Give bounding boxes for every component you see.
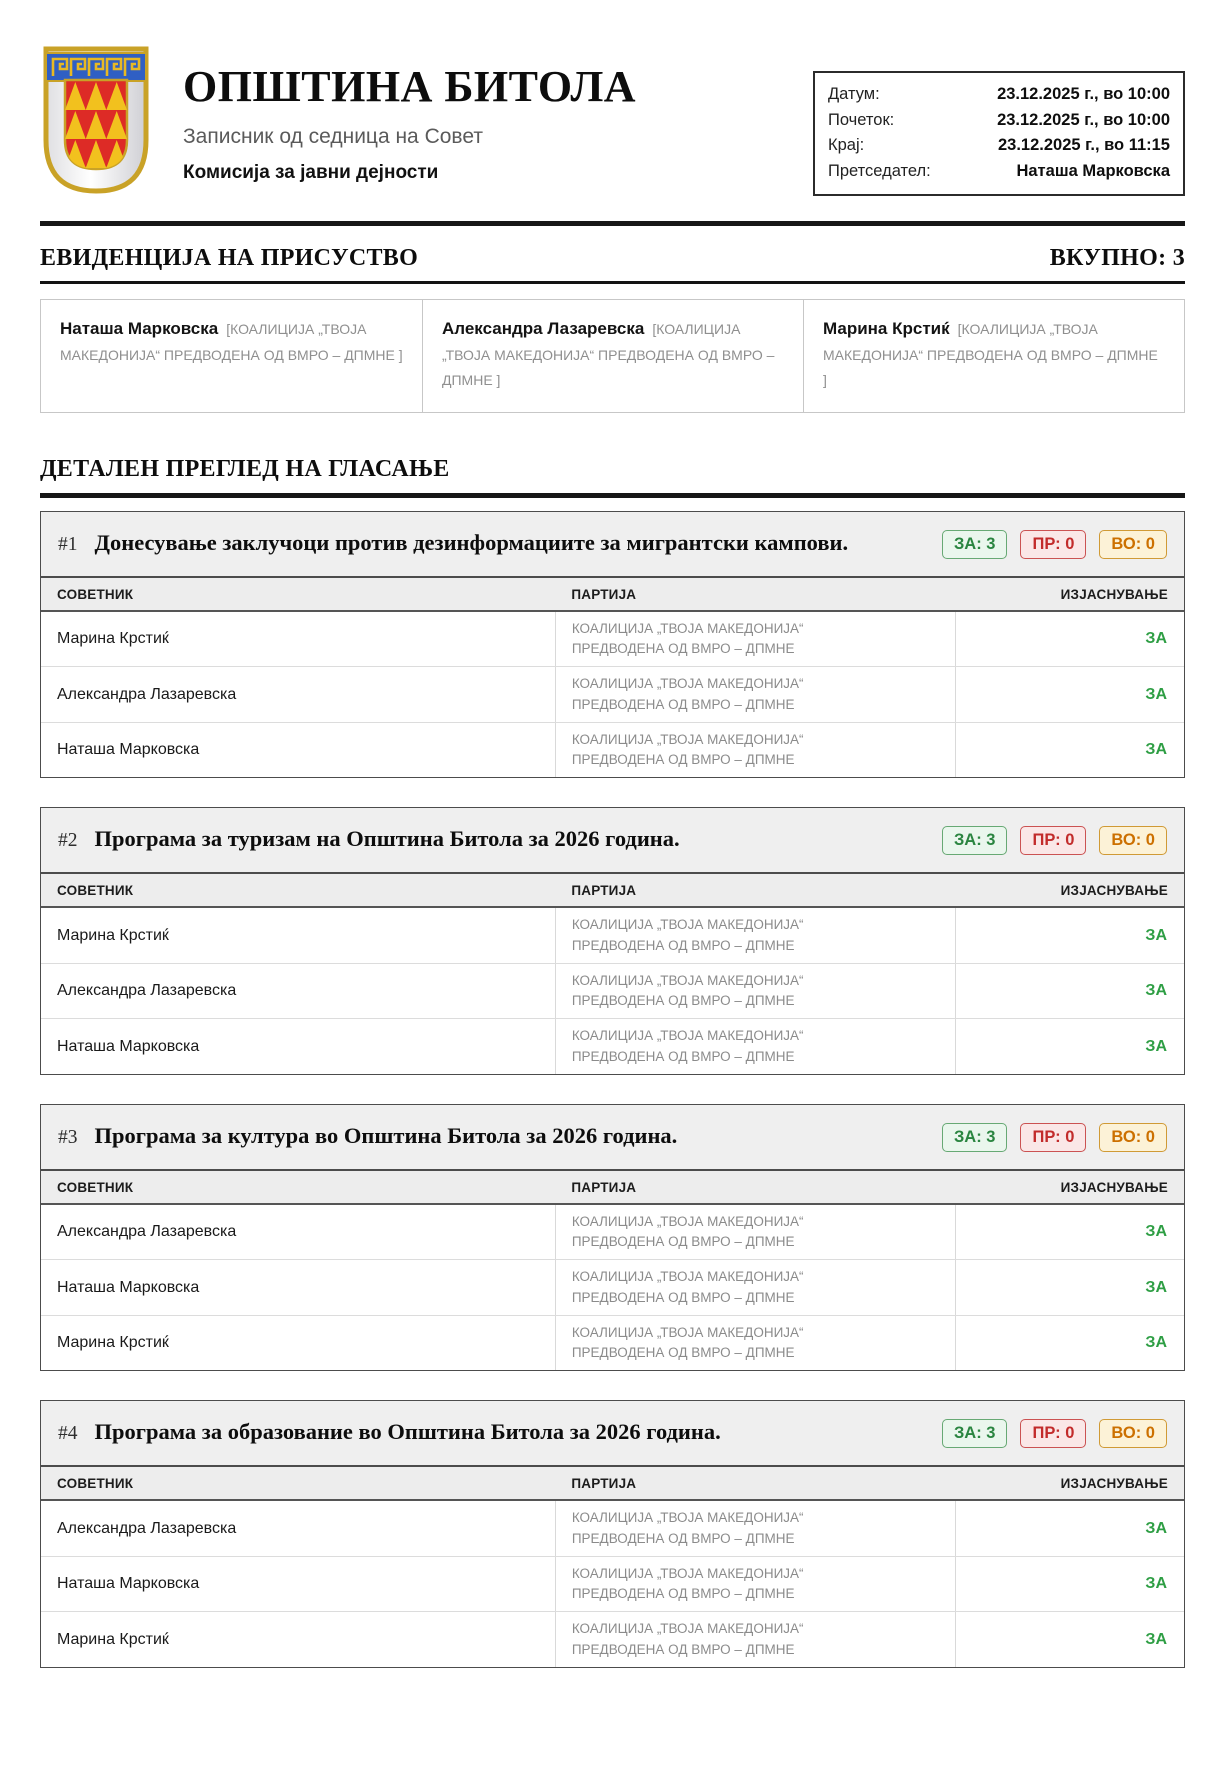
vote-item-header [41,512,1184,578]
attendance-total: ВКУПНО: 3 [1049,245,1185,271]
vote-table [41,1467,1184,1667]
party-cell [555,1556,955,1612]
attendance-grid [40,299,1185,413]
vote-cell: ЗА [955,907,1184,963]
page-subtitle: Записник од седница на Совет [183,125,483,148]
councillor-cell: Александра Лазаревска [41,1204,555,1260]
table-row [41,1315,1184,1370]
badge-vo: ВО: 0 [1099,826,1167,855]
header-titles [183,45,636,184]
table-row [41,667,1184,723]
badge-pr: ПР: 0 [1020,1123,1086,1152]
table-row [41,1500,1184,1556]
column-header-councillor: СОВЕТНИК [41,1171,555,1204]
member-affiliation: [КОАЛИЦИЈА „ТВОЈА МАКЕДОНИЈА“ ПРЕДВОДЕНА ОД ВМРО – ДПМНЕ ] [442,321,775,389]
party-cell [555,1612,955,1667]
vote-badges [942,1416,1167,1448]
party-cell [555,963,955,1019]
vote-table [41,874,1184,1074]
table-row [41,1204,1184,1260]
vote-badges [942,527,1167,559]
member-affiliation: [КОАЛИЦИЈА „ТВОЈА МАКЕДОНИЈА“ ПРЕДВОДЕНА ОД ВМРО – ДПМНЕ ] [823,321,1158,389]
vote-cell: ЗА [955,1260,1184,1316]
document-header [40,45,1185,200]
attendance-cell [422,300,803,412]
table-row [41,1260,1184,1316]
party-text: КОАЛИЦИЈА „ТВОЈА МАКЕДОНИЈА“ ПРЕДВОДЕНА ОД ВМРО – ДПМНЕ [571,1213,804,1250]
column-header-vote: ИЗЈАСНУВАЊЕ [955,1467,1184,1500]
vote-cell: ЗА [955,1612,1184,1667]
vote-item-title-wrap [58,527,942,559]
party-text: КОАЛИЦИЈА „ТВОЈА МАКЕДОНИЈА“ ПРЕДВОДЕНА ОД ВМРО – ДПМНЕ [571,1565,804,1602]
party-cell [555,1500,955,1556]
party-text: КОАЛИЦИЈА „ТВОЈА МАКЕДОНИЈА“ ПРЕДВОДЕНА ОД ВМРО – ДПМНЕ [571,1028,804,1064]
badge-pr: ПР: 0 [1020,1419,1086,1448]
party-cell [555,907,955,963]
column-header-party: ПАРТИЈА [555,1467,955,1500]
councillor-cell: Александра Лазаревска [41,667,555,723]
vote-cell: ЗА [955,611,1184,667]
column-header-party: ПАРТИЈА [555,578,955,611]
vote-badges [942,1120,1167,1152]
member-name: Александра Лазаревска [442,319,645,338]
vote-table-header-row [41,874,1184,907]
councillor-cell: Марина Крстиќ [57,1630,169,1648]
item-number: #3 [58,1126,78,1148]
badge-pr: ПР: 0 [1020,826,1086,855]
badge-za: ЗА: 3 [942,530,1008,559]
item-title: Програма за туризам на Општина Битола за 2026 година. [94,826,680,852]
info-value: Наташа Марковска [1016,161,1170,180]
vote-badges [942,823,1167,855]
item-title: Програма за образование во Општина Битола за 2026 година. [94,1419,721,1445]
badge-za: ЗА: 3 [942,1419,1008,1448]
badge-pr: ПР: 0 [1020,530,1086,559]
vote-cell: ЗА [955,963,1184,1019]
attendance-heading-underline [40,281,1185,284]
party-text: КОАЛИЦИЈА „ТВОЈА МАКЕДОНИЈА“ ПРЕДВОДЕНА ОД ВМРО – ДПМНЕ [571,1324,804,1361]
voting-heading-underline [40,493,1185,498]
vote-cell: ЗА [955,667,1184,723]
councillor-cell: Александра Лазаревска [41,1500,555,1556]
info-row-end [828,133,1170,159]
party-cell [555,722,955,777]
column-header-vote: ИЗЈАСНУВАЊЕ [955,874,1184,907]
councillor-cell: Наташа Марковска [41,1556,555,1612]
party-text: КОАЛИЦИЈА „ТВОЈА МАКЕДОНИЈА“ ПРЕДВОДЕНА ОД ВМРО – ДПМНЕ [571,1621,804,1657]
party-cell [555,1260,955,1316]
councillor-cell: Наташа Марковска [41,1260,555,1316]
councillor-cell: Марина Крстиќ [41,907,555,963]
table-row [41,1556,1184,1612]
attendance-cell [803,300,1184,412]
vote-cell: ЗА [955,722,1184,777]
attendance-cell [41,300,422,412]
column-header-vote: ИЗЈАСНУВАЊЕ [955,1171,1184,1204]
info-row-chairperson [828,159,1170,185]
vote-table-header-row [41,578,1184,611]
vote-item-title-wrap [58,823,942,855]
info-label: Датум: [828,85,880,103]
info-value: 23.12.2025 г., во 10:00 [997,110,1170,129]
info-row-start [828,108,1170,134]
party-cell [555,1315,955,1370]
party-cell [555,1019,955,1074]
table-row [41,1612,1184,1667]
column-header-councillor: СОВЕТНИК [41,874,555,907]
councillor-cell: Наташа Марковска [57,741,200,759]
party-text: КОАЛИЦИЈА „ТВОЈА МАКЕДОНИЈА“ ПРЕДВОДЕНА ОД ВМРО – ДПМНЕ [571,676,804,712]
info-label: Почеток: [828,110,895,129]
party-text: КОАЛИЦИЈА „ТВОЈА МАКЕДОНИЈА“ ПРЕДВОДЕНА ОД ВМРО – ДПМНЕ [571,917,804,953]
item-number: #4 [58,1423,78,1445]
councillor-cell: Александра Лазаревска [41,963,555,1019]
party-text: КОАЛИЦИЈА „ТВОЈА МАКЕДОНИЈА“ ПРЕДВОДЕНА ОД ВМРО – ДПМНЕ [571,620,804,657]
badge-vo: ВО: 0 [1099,1419,1167,1448]
attendance-heading: ЕВИДЕНЦИЈА НА ПРИСУСТВО [40,245,419,271]
vote-item [40,1400,1185,1668]
councillor-cell: Марина Крстиќ [41,611,555,667]
vote-cell: ЗА [955,1019,1184,1074]
vote-item-title-wrap [58,1416,942,1448]
item-title: Донесување заклучоци против дезинформациите за мигрантски кампови. [94,529,849,555]
vote-item-header [41,808,1184,874]
councillor-cell: Марина Крстиќ [57,1334,169,1352]
column-header-councillor: СОВЕТНИК [41,1467,555,1500]
info-label: Крај: [828,136,865,154]
vote-cell: ЗА [955,1556,1184,1612]
member-affiliation: [КОАЛИЦИЈА „ТВОЈА МАКЕДОНИЈА“ ПРЕДВОДЕНА ОД ВМРО – ДПМНЕ ] [60,321,403,363]
table-row [41,611,1184,667]
vote-item-header [41,1401,1184,1467]
badge-vo: ВО: 0 [1099,530,1167,559]
vote-table [41,578,1184,778]
header-divider [40,221,1185,226]
info-value: 23.12.2025 г., во 11:15 [997,136,1170,154]
party-cell [555,667,955,723]
vote-cell: ЗА [955,1500,1184,1556]
table-row [41,722,1184,777]
attendance-heading-row [40,245,1185,272]
party-text: КОАЛИЦИЈА „ТВОЈА МАКЕДОНИЈА“ ПРЕДВОДЕНА ОД ВМРО – ДПМНЕ [571,1269,804,1305]
committee-name: Комисија за јавни дејности [183,162,439,183]
badge-vo: ВО: 0 [1099,1123,1167,1152]
item-number: #2 [58,830,78,852]
vote-table-header-row [41,1171,1184,1204]
member-name: Наташа Марковска [60,319,219,338]
vote-item-title-wrap [58,1120,942,1152]
municipality-crest-icon [40,45,152,200]
vote-item [40,511,1185,779]
vote-table-header-row [41,1467,1184,1500]
party-text: КОАЛИЦИЈА „ТВОЈА МАКЕДОНИЈА“ ПРЕДВОДЕНА ОД ВМРО – ДПМНЕ [571,731,804,768]
vote-cell: ЗА [955,1315,1184,1370]
member-name: Марина Крстиќ [823,319,950,338]
badge-za: ЗА: 3 [942,826,1008,855]
item-number: #1 [58,533,78,555]
column-header-vote: ИЗЈАСНУВАЊЕ [955,578,1184,611]
table-row [41,1019,1184,1074]
vote-item-header [41,1105,1184,1171]
voting-heading: ДЕТАЛЕН ПРЕГЛЕД НА ГЛАСАЊЕ [40,455,450,482]
councillor-cell: Наташа Марковска [57,1037,200,1055]
item-title: Програма за култура во Општина Битола за 2026 година. [94,1122,678,1148]
info-value: 23.12.2025 г., во 10:00 [997,85,1170,103]
vote-table [41,1171,1184,1371]
column-header-party: ПАРТИЈА [555,1171,955,1204]
table-row [41,907,1184,963]
column-header-councillor: СОВЕТНИК [41,578,555,611]
badge-za: ЗА: 3 [942,1123,1008,1152]
table-row [41,963,1184,1019]
info-label: Претседател: [828,161,931,180]
session-info-box [813,71,1185,196]
party-cell [555,611,955,667]
party-cell [555,1204,955,1260]
party-text: КОАЛИЦИЈА „ТВОЈА МАКЕДОНИЈА“ ПРЕДВОДЕНА ОД ВМРО – ДПМНЕ [571,1510,804,1546]
vote-cell: ЗА [955,1204,1184,1260]
column-header-party: ПАРТИЈА [555,874,955,907]
party-text: КОАЛИЦИЈА „ТВОЈА МАКЕДОНИЈА“ ПРЕДВОДЕНА ОД ВМРО – ДПМНЕ [571,972,804,1009]
info-row-date [828,82,1170,108]
vote-item [40,1104,1185,1372]
vote-item [40,807,1185,1075]
page-title: ОПШТИНА БИТОЛА [183,62,637,111]
